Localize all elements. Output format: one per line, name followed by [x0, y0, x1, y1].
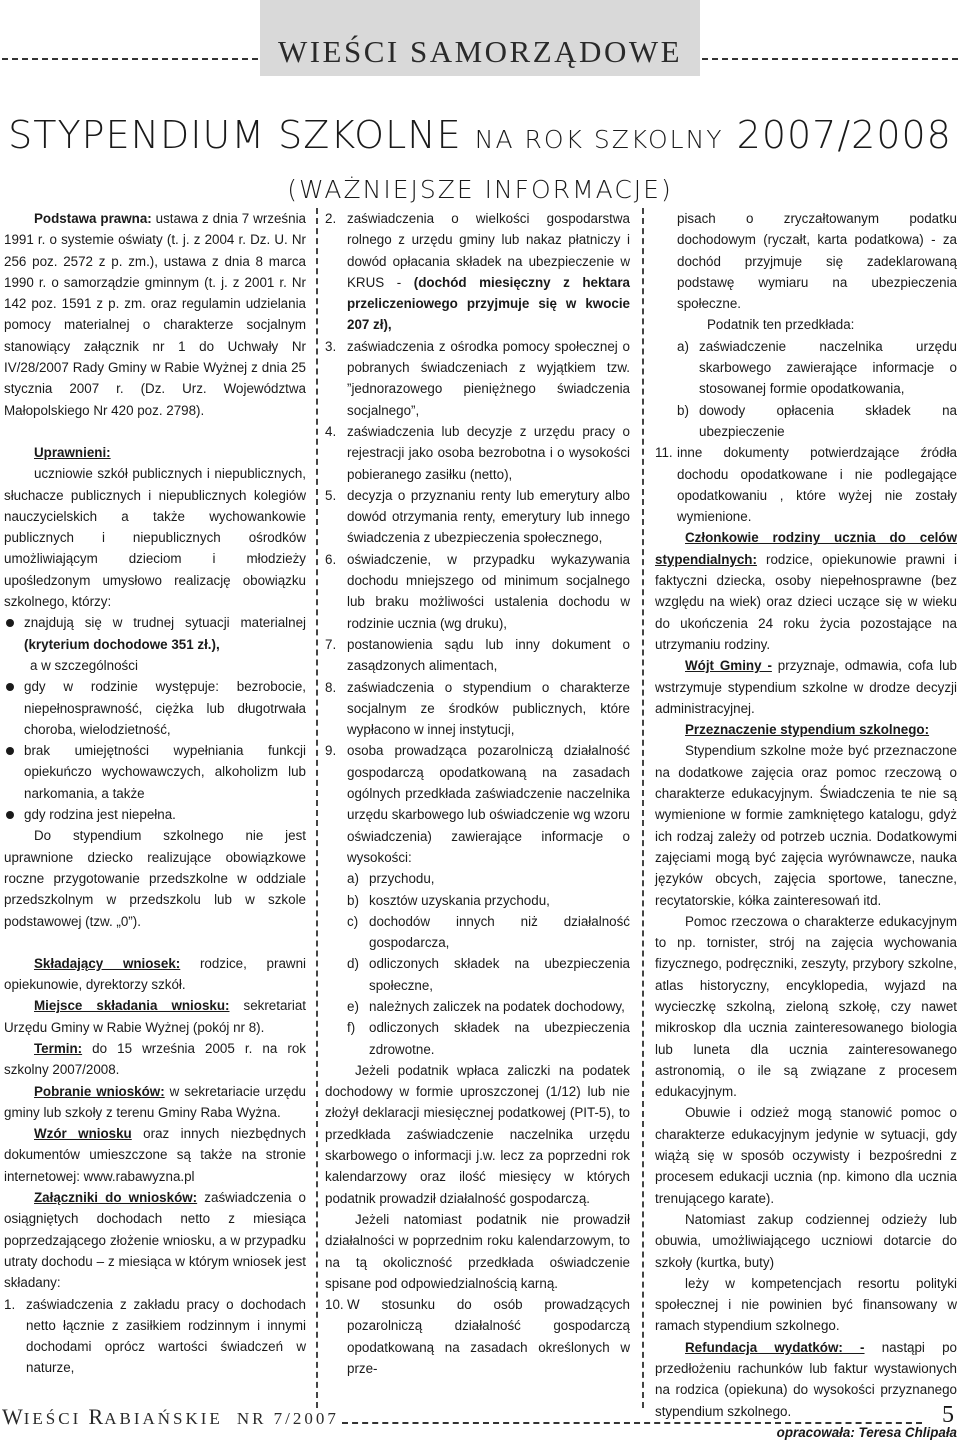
page-number: 5: [942, 1402, 954, 1428]
list-item: d) odliczonych składek na ubezpieczenia społeczne,: [347, 956, 630, 993]
title-line-2: (WAŻNIEJSZE INFORMACJE): [287, 175, 673, 204]
refund: Refundacja wydatków: - nastąpi po przedłożeniu rachunków lub faktur wystawionych na rodzica (opiekuna) do wysokości przyznanego stypendium szkolnego.: [655, 1339, 958, 1419]
title-line-1: [0, 110, 960, 165]
daily-clothing: Natomiast zakup codziennej odzieży lub obuwia, umożliwiającego uczniowi dotarcie do szkoły (kurtka, buty): [655, 1211, 957, 1270]
template-info: Wzór wniosku oraz innych niezbędnych dokumentów umieszczone są także na stronie internetowej: www.rabawyzna.pl: [4, 1126, 306, 1184]
legal-basis-label: Podstawa prawna:: [34, 211, 152, 226]
simplified-tax-note: Jeżeli podatnik wpłaca zaliczki na podatek dochodowy w formie uproszczonej (1/12) lub nie złożył deklaracji miesięcznej podatkowej (PIT-5), to przedkłada zaświadczenie naczelnika urzędu skarbowego o informacji j.w. lecz za poprzedni rok kalendarzowy oraz ilość miesięcy w których podatnik prowadził działalność gospodarczą.: [325, 1062, 630, 1206]
column-1: [4, 208, 306, 1379]
list-item: 8. zaświadczenia o stypendium o charakterze socjalnym ze środków publicznych, które wypłacono w innej instytucji,: [325, 679, 630, 738]
attachment-list: [4, 1294, 306, 1379]
list-item: gdy rodzina jest niepełna.: [4, 804, 306, 825]
submission-place: Miejsce składania wniosku: sekretariat Urzędu Gminy w Rabie Wyżnej (pokój nr 8).: [4, 998, 307, 1035]
list-item: 11. inne dokumenty potwierdzające źródła dochodu opodatkowane i nie podlegające opodatkowaniu , które wyżej nie zostały wymienione.: [655, 445, 957, 525]
eligible-heading: [4, 442, 306, 463]
attachment-list-cont-3: [655, 442, 957, 527]
footer-dash: [342, 1422, 922, 1424]
no-activity-note: Jeżeli natomiast podatnik nie prowadził działalności w poprzednim roku kalendarzowym, to na tą okoliczność przedkłada oświadczenie spisane pod odpowiedzialnością karną.: [325, 1211, 630, 1291]
eligible-text: uczniowie szkół publicznych i niepublicznych, słuchacze publicznych i niepublicznych kolegiów nauczycielskich a także wychowankowie publicznych i niepublicznych ośrodków umożliwiającym dzieciom i młodzieży upośledzonym umysłowo realizację obowiązku szkolnego, którzy:: [4, 466, 306, 610]
attachment-list-cont: [325, 208, 630, 1060]
legal-basis: [4, 208, 306, 421]
list-item: 9. osoba prowadząca pozarolniczą działalność gospodarczą opodatkowaną na zasadach ogólnych przedkłada zaświadczenie naczelnika urzędu skarbowego lub oświadczenie wg wzoru oświadczenia) zawierające informacje o wysokości: a) przychodu, b) kosztów uzyskania przychodu, c) dochodów innych niż działalność gospodarcza, d) odliczonych składek na ubezpieczenia społeczne, e) należnych zaliczek na podatek dochodowy, f) odliczonych składek na ubezpieczenia zdrowotne.: [325, 740, 630, 1059]
flat-tax-sublist: [677, 336, 957, 442]
issue-number: NR 7/2007: [236, 1409, 339, 1428]
eligibility-list: [4, 612, 306, 825]
list-item: e) należnych zaliczek na podatek dochodowy,: [347, 998, 625, 1014]
attachment-list-cont-2: [325, 1294, 630, 1379]
list-item: 4. zaświadczenia lub decyzje z urzędu pracy o rejestracji jako osoba bezrobotna i o wysokości pobieranego zasiłku (netto),: [325, 423, 630, 482]
list-item: 2. zaświadczenia o wielkości gospodarstwa rolnego z urzędu gminy lub nakaz płatniczy i dowód opłacania składek na ubezpieczenie w KRUS - (dochód miesięczny z hektara przeliczeniowego przyjmuje się w kwocie 207 zł),: [325, 211, 630, 333]
header-dash-right: [702, 58, 958, 60]
list-item: 10. W stosunku do osób prowadzących pozarolniczą działalność gospodarczą opodatkowaną na zasadach określonych w prze-: [325, 1297, 630, 1377]
list-item: f) odliczonych składek na ubezpieczenia zdrowotne.: [347, 1020, 630, 1057]
title-year: 2007/2008: [736, 113, 952, 157]
column-2: [325, 208, 630, 1379]
publication-name: WIEŚCI RABIAŃSKIE NR 7/2007: [2, 1404, 339, 1429]
social-policy: leży w kompetencjach resortu polityki społecznej i nie powinien być finansowany w ramach stypendium szkolnego.: [655, 1275, 957, 1334]
list-item: 7. postanowienia sądu lub inny dokument o zasądzonych alimentach,: [325, 636, 630, 674]
header-dash-left: [2, 58, 258, 60]
list-item: c) dochodów innych niż działalność gospodarcza,: [347, 913, 630, 951]
list-item: znajdują się w trudnej sytuacji materialnej (kryterium dochodowe 351 zł.), a w szczególności: [4, 612, 306, 676]
list-item: b) dowody opłacenia składek na ubezpieczenie: [677, 402, 957, 439]
list-item: a) zaświadczenie naczelnika urzędu skarbowego zawierające informacje o stosowanej formie opodatkowania,: [677, 338, 957, 397]
column-divider-2: [642, 208, 644, 1408]
purpose-heading: Przeznaczenie stypendium szkolnego:: [685, 722, 930, 738]
legal-basis-text: ustawa z dnia 7 września 1991 r. o systemie oświaty (t. j. z 2004 r. Dz. U. Nr 256 poz. 2572 z p. zm.), ustawa z dnia 8 marca 1990 r. o samorządzie gminnym (t. j. z 2001 r. Nr 142 poz. 1591 z p. zm. oraz regulamin udzielania pomocy materialnej o charakterze socjalnym stanowiący załącznik nr 1 do Uchwały Nr IV/28/2007 Rady Gminy w Rabie Wyżnej z dnia 25 stycznia 2007 r. (Dz. Urz. Województwa Małopolskiego Nr 420 poz. 2798).: [4, 211, 306, 418]
article-title: [0, 110, 960, 215]
list-item: brak umiejętności wypełniania funkcji opiekuńczo wychowawczych, alkoholizm lub narkomania, a także: [4, 740, 306, 804]
title-main: STYPENDIUM SZKOLNE: [8, 113, 462, 157]
list-item: a) przychodu,: [347, 871, 435, 887]
column-3: [655, 208, 957, 1443]
eligible-label: Uprawnieni:: [34, 444, 111, 460]
deadline: Termin: do 15 września 2005 r. na rok szkolny 2007/2008.: [4, 1040, 306, 1078]
list-item: 6. oświadczenie, w przypadku wykazywania dochodu mniejszego od minimum socjalnego lub braku możliwości ustalenia dochodu w rodzinie ucznia (wg druku),: [325, 551, 630, 631]
title-small: NA ROK SZKOLNY: [474, 125, 724, 154]
list-item: 5. decyzja o przyznaniu renty lub emerytury albo dowód otrzymania renty, emerytury lub innego świadczenia z ubezpieczenia społecznego,: [325, 487, 630, 546]
list-item: gdy w rodzinie występuje: bezrobocie, niepełnosprawność, ciężka lub długotrwała choroba, wielodzietność,: [4, 676, 306, 740]
applicant: Składający wniosek: rodzice, prawni opiekunowie, dyrektorzy szkół.: [4, 955, 306, 993]
mayor-role: Wójt Gminy - przyznaje, odmawia, cofa lub wstrzymuje stypendium szkolne w drodze decyzji administracyjnej.: [655, 658, 957, 716]
flat-tax-cont: pisach o zryczałtowanym podatku dochodowym (ryczałt, karta podatkowa) - za dochód przyjmuje się zadeklarowaną podstawę wymiaru na ubezpieczenia społeczne. Podatnik ten przedkłada: a) zaświadczenie naczelnika urzędu skarbowego zawierające informacje o stosowanej formie opodatkowania, b) dowody opłacenia składek na ubezpieczenie: [655, 208, 957, 442]
author: opracowała: Teresa Chlipała: [776, 1424, 957, 1440]
purpose-text: Stypendium szkolne może być przeznaczone na dodatkowe zajęcia oraz pomoc rzeczową o charakterze edukacyjnym. Świadczenia te nie są wymienione w formie zamkniętego katalogu, gdyż ich rodzaj zależy od potrzeb ucznia. Dodatkowymi zajęciami mogą być zajęcia wyrównawcze, nauka języków obcych, zajęcia sportowe, taneczne, recytatorskie, kółka zainteresowań itd.: [655, 743, 957, 908]
list-item: 3. zaświadczenia z ośrodka pomocy społecznej o pobranych świadczeniach z wyjątkiem tzw. ”jednorazowego pieniężnego świadczenia socjalnego”,: [325, 338, 630, 418]
family-members: Członkowie rodziny ucznia do celów stypendialnych: rodzice, opiekunowie prawni i faktyczni dziecka, osoby niepełnosprawne (bez względu na wiek) oraz dzieci uczące się w wieku do ukończenia 24 roku życia pozostające na utrzymaniu rodziny.: [655, 530, 957, 652]
preschool-note: Do stypendium szkolnego nie jest uprawnione dziecko realizujące obowiązkowe roczne przygotowanie przedszkolne w oddziale przedszkolnym w przedszkolu lub w szkole podstawowej (tzw. „0”).: [4, 828, 306, 929]
attachments: Załączniki do wniosków: zaświadczenia o osiągniętych dochodach netto z miesiąca poprzedzającego złożenie wniosku, a w przypadku utraty dochodu – z miesiąca w którym wniosek jest składany:: [4, 1190, 306, 1291]
section-title: WIEŚCI SAMORZĄDOWE: [277, 34, 683, 69]
shoes-clothes: Obuwie i odzież mogą stanowić pomoc o charakterze edukacyjnym jedynie w sytuacji, gdy wiążą się w sposób oczywisty i bezpośredni z procesem edukacji ucznia (np. kimono dla ucznia trenującego karate).: [655, 1105, 957, 1206]
material-aid: Pomoc rzeczowa o charakterze edukacyjnym to np. tornister, strój na zajęcia wychowania fizycznego, podręczniki, zeszyty, przybory szkolne, atlas historyczny, encyklopedia, wyjazd na wycieczkę szkolną, zieloną szkołę, czy nawet mikroskop dla ucznia zainteresowanego biologia lub luneta dla ucznia zainteresowanego astronomią, o ile są związane z procesem edukacyjnym.: [655, 913, 957, 1100]
column-divider-1: [316, 208, 318, 1408]
income-sublist: [347, 868, 630, 1060]
list-item: 1. zaświadczenia z zakładu pracy o dochodach netto łącznie z zasiłkiem rodzinnym i innymi dochodami oprócz wartości świadczeń w naturze,: [4, 1296, 306, 1376]
list-item: b) kosztów uzyskania przychodu,: [347, 892, 550, 908]
forms-download: Pobranie wniosków: w sekretariacie urzędu gminy lub szkoły z terenu Gminy Raba Wyżna.: [4, 1083, 306, 1120]
